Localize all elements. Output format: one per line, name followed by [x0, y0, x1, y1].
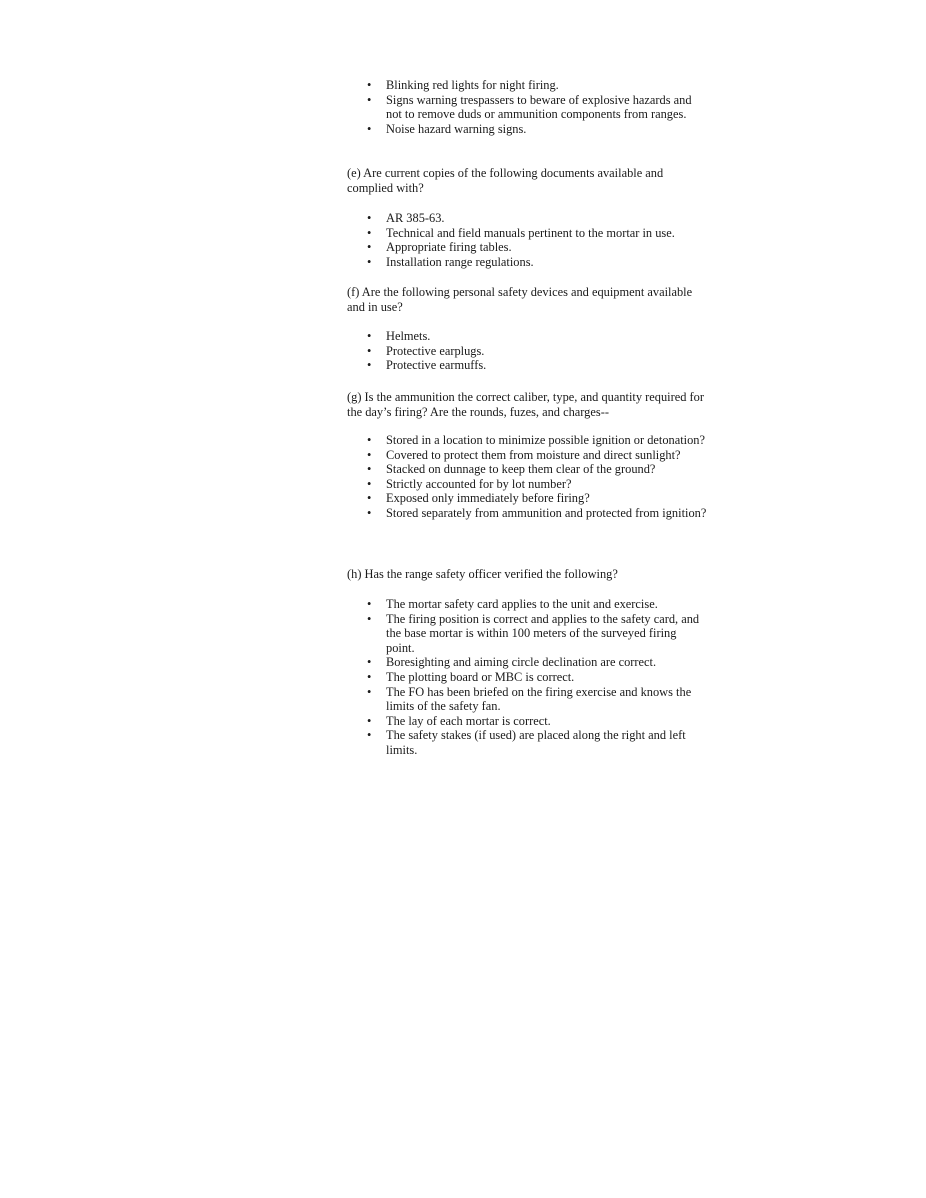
- bullet-icon: •: [367, 447, 372, 462]
- list-item: • Strictly accounted for by lot number?: [367, 476, 572, 491]
- section-e-question: (e) Are current copies of the following documents available and complied with?: [347, 166, 664, 195]
- section-f-list: [367, 329, 707, 373]
- list-item: • Technical and field manuals pertinent to the mortar in use.: [367, 225, 675, 240]
- list-item: • The plotting board or MBC is correct.: [367, 669, 575, 684]
- section-g-question: (g) Is the ammunition the correct caliber, type, and quantity required for the day’s firing? Are the rounds, fuzes, and charges--: [347, 390, 704, 419]
- bullet-icon: •: [367, 597, 372, 611]
- section-f-question: (f) Are the following personal safety devices and equipment available and in use?: [347, 285, 693, 314]
- bullet-icon: •: [367, 358, 372, 373]
- bullet-icon: •: [367, 225, 372, 240]
- bullet-icon: •: [367, 254, 372, 269]
- bullet-icon: •: [367, 121, 372, 136]
- bullet-icon: •: [367, 92, 372, 107]
- bullet-icon: •: [367, 491, 372, 506]
- list-item: • Boresighting and aiming circle declination are correct.: [367, 655, 657, 670]
- bullet-icon: •: [367, 611, 372, 626]
- bullet-icon: •: [367, 655, 372, 670]
- bullet-icon: •: [367, 728, 372, 743]
- list-item: • Exposed only immediately before firing?: [367, 491, 590, 506]
- bullet-icon: •: [367, 713, 372, 728]
- bullet-icon: •: [367, 476, 372, 491]
- list-item: • Stored separately from ammunition and protected from ignition?: [367, 505, 707, 520]
- bullet-icon: •: [367, 329, 372, 343]
- list-item: • Blinking red lights for night firing.: [367, 78, 559, 92]
- list-item: • The mortar safety card applies to the unit and exercise.: [367, 597, 658, 611]
- list-item: • Stacked on dunnage to keep them clear of the ground?: [367, 462, 656, 477]
- list-item: • Protective earplugs.: [367, 343, 485, 358]
- section-d-list: [367, 78, 707, 136]
- bullet-icon: •: [367, 669, 372, 684]
- section-h-question: (h) Has the range safety officer verified the following?: [347, 567, 618, 581]
- list-item: • Signs warning trespassers to beware of explosive hazards and not to remove duds or ammunition components from ranges.: [367, 92, 692, 122]
- bullet-icon: •: [367, 240, 372, 255]
- list-item: • Noise hazard warning signs.: [367, 121, 527, 136]
- list-item: • Covered to protect them from moisture and direct sunlight?: [367, 447, 681, 462]
- bullet-icon: •: [367, 343, 372, 358]
- bullet-icon: •: [367, 78, 372, 92]
- section-e-list: [367, 211, 707, 269]
- list-item: • The FO has been briefed on the firing exercise and knows the limits of the safety fan.: [367, 684, 692, 714]
- section-h-list: [367, 597, 707, 758]
- list-item: • Stored in a location to minimize possible ignition or detonation?: [367, 433, 706, 447]
- list-item: • The lay of each mortar is correct.: [367, 713, 551, 728]
- section-g-list: [367, 433, 707, 521]
- list-item: • Helmets.: [367, 329, 431, 343]
- bullet-icon: •: [367, 433, 372, 447]
- bullet-icon: •: [367, 462, 372, 477]
- bullet-icon: •: [367, 684, 372, 699]
- bullet-icon: •: [367, 505, 372, 520]
- list-item: • AR 385-63.: [367, 211, 445, 225]
- list-item: • Installation range regulations.: [367, 254, 534, 269]
- list-item: • The safety stakes (if used) are placed along the right and left limits.: [367, 728, 686, 757]
- list-item: • Protective earmuffs.: [367, 358, 487, 373]
- list-item: • Appropriate firing tables.: [367, 240, 512, 255]
- list-item: • The firing position is correct and applies to the safety card, and the base mortar is within 100 meters of the surveyed firing point.: [367, 611, 700, 655]
- bullet-icon: •: [367, 211, 372, 225]
